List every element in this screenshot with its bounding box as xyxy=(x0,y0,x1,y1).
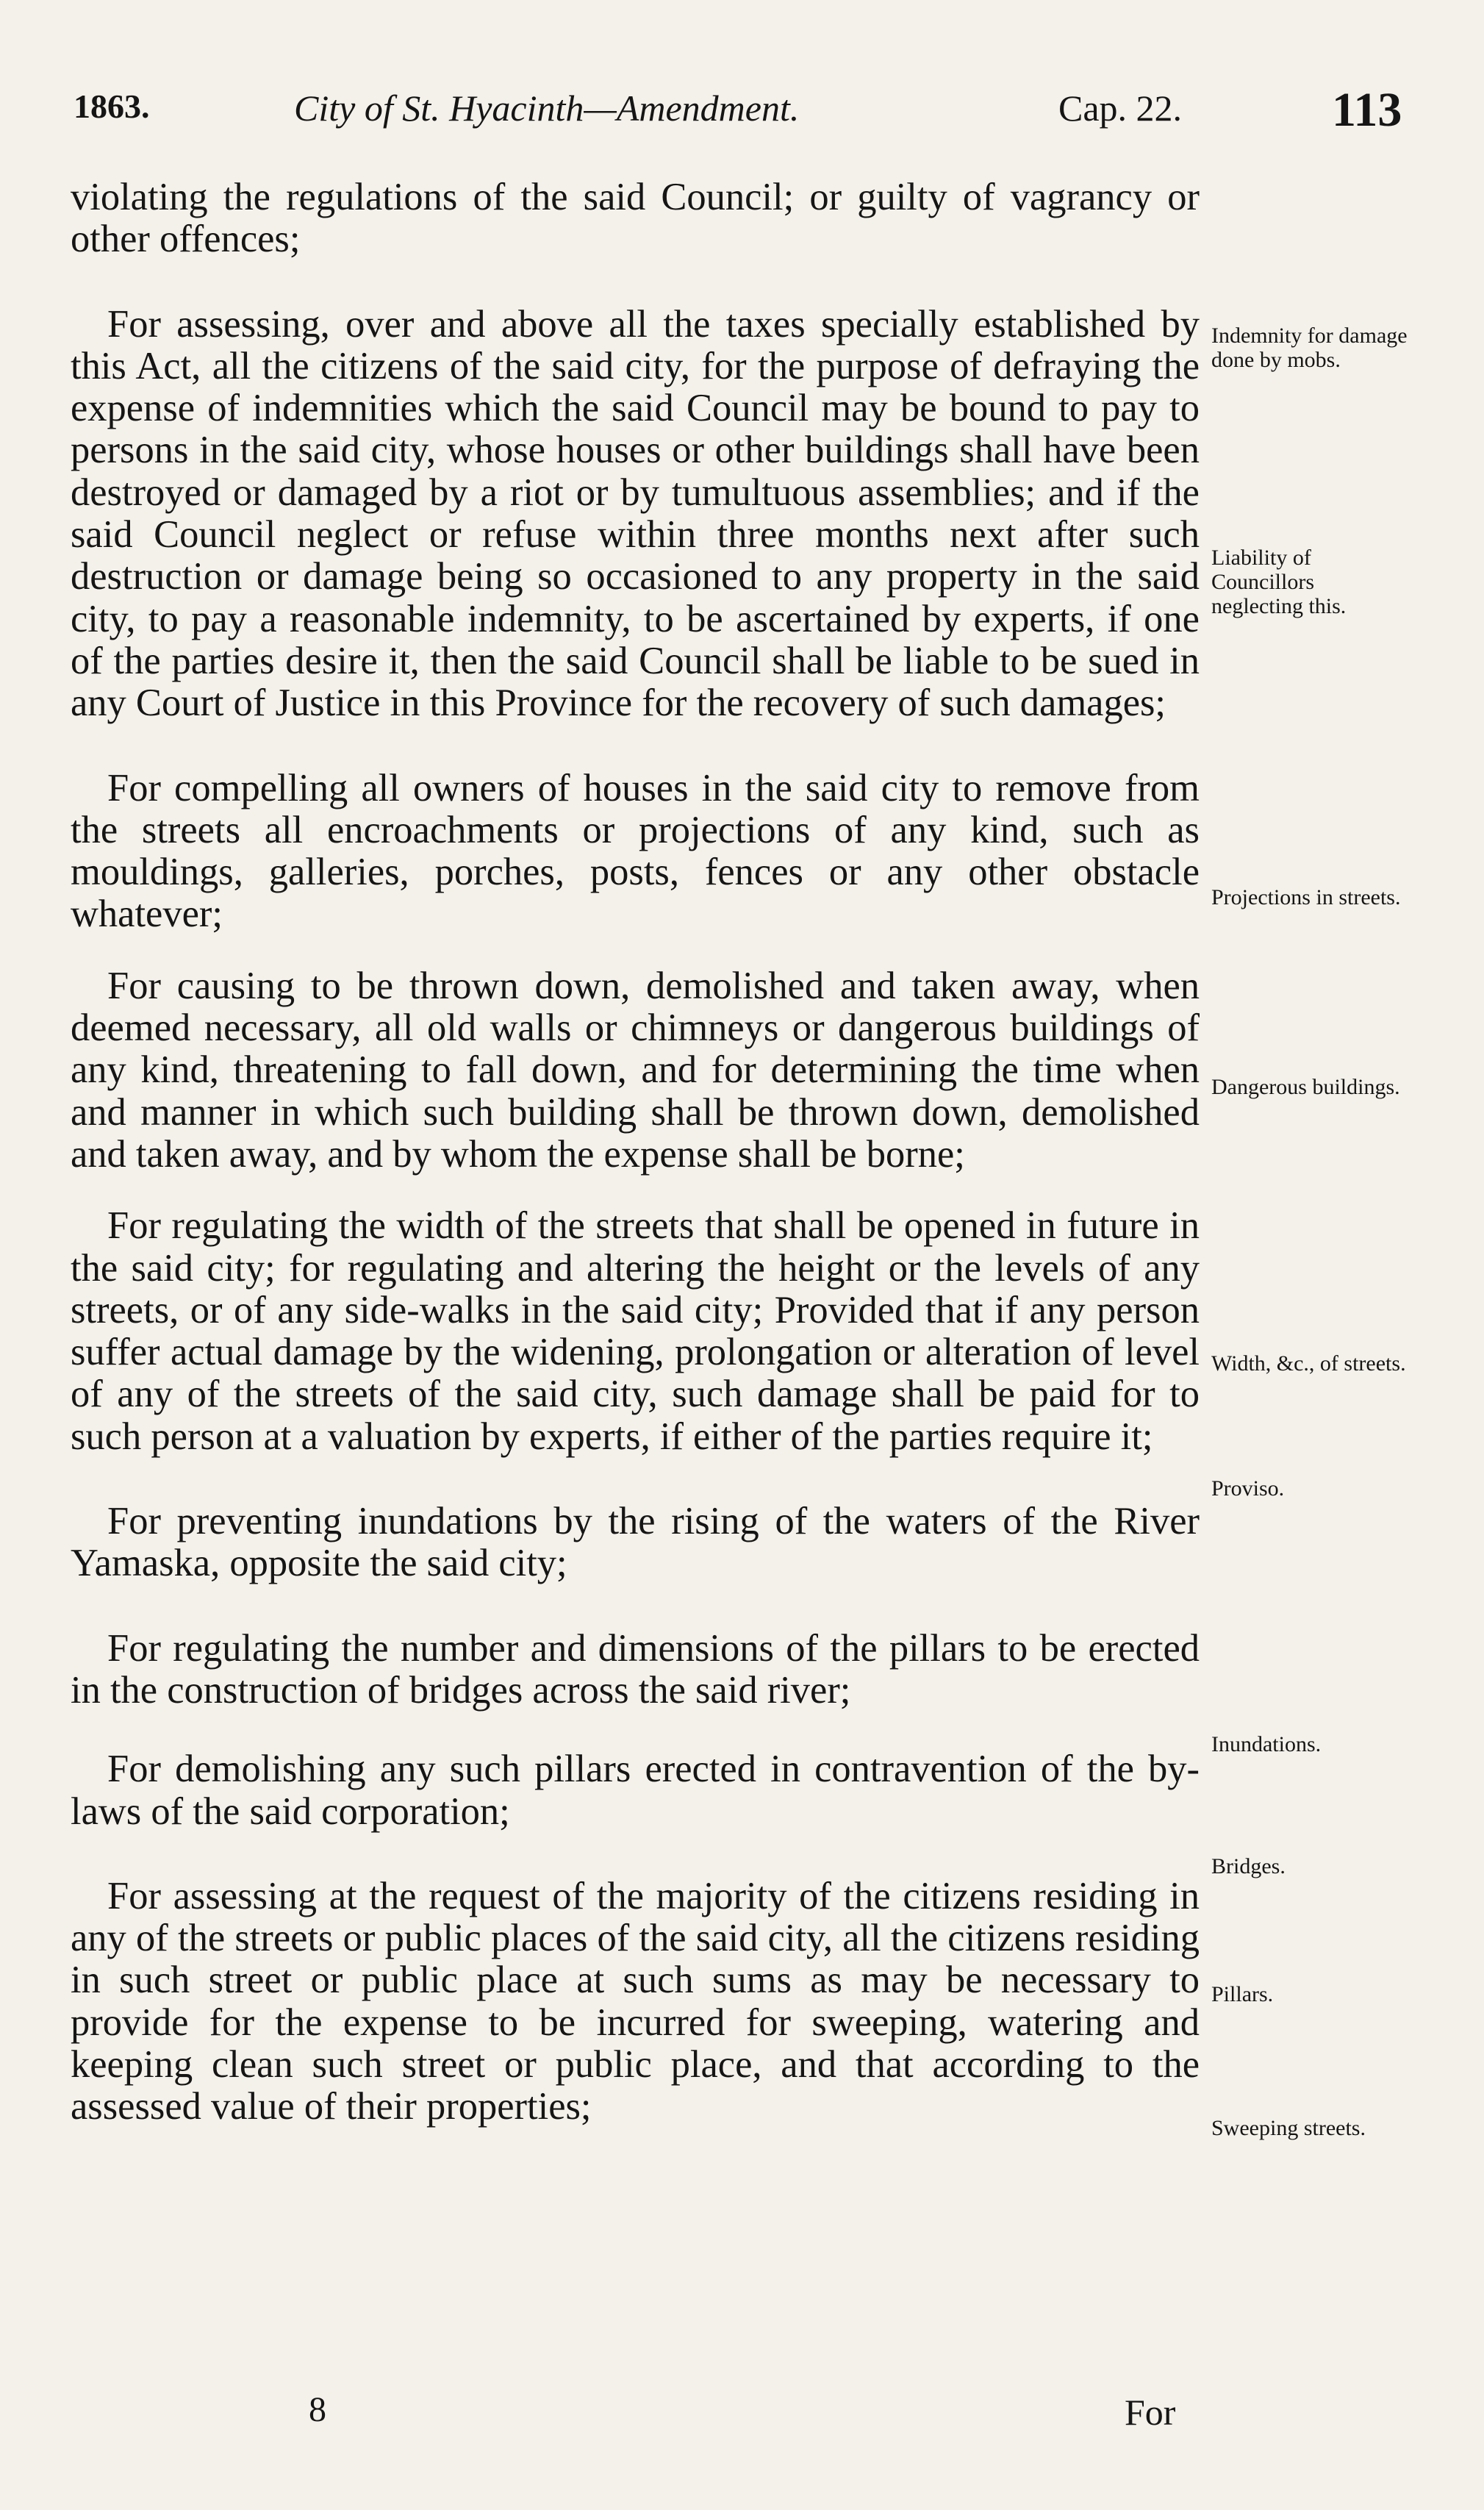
margin-note-pillars: Pillars. xyxy=(1211,1982,1274,2006)
catchword: For xyxy=(1125,2392,1176,2433)
paragraph-projections: For compelling all owners of houses in the said city to remove from the streets all encroachments or projections of any kind, such as mouldings, galleries, porches, posts, fences or any other obstacle whatever; xyxy=(71,766,1200,936)
header-title: City of St. Hyacinth—Amendment. xyxy=(294,87,800,129)
body-text xyxy=(71,176,1200,2128)
margin-note-projections: Projections in streets. xyxy=(1211,885,1401,909)
margin-note-dangerous: Dangerous buildings. xyxy=(1211,1075,1400,1099)
header-chapter: Cap. 22. xyxy=(1058,87,1183,129)
paragraph-sweeping: For assessing at the request of the majority of the citizens residing in any of the streets or public places of the said city, all the citizens residing in such street or public place at such sums as may be necessary to provide for the expense to be incurred for sweeping, watering and keeping clean such street or public place, and that according to the assessed value of their properties; xyxy=(71,1874,1200,2128)
running-header xyxy=(74,83,1426,146)
paragraph-inundations: For preventing inundations by the rising of the waters of the River Yamaska, opposite the said city; xyxy=(71,1500,1200,1585)
margin-note-sweeping: Sweeping streets. xyxy=(1211,2116,1366,2140)
margin-note-liability: Liability of Councillors neglecting this. xyxy=(1211,546,1347,618)
page-number: 113 xyxy=(1332,83,1402,137)
paragraph-bridges: For regulating the number and dimensions of the pillars to be erected in the construction of bridges across the said river; xyxy=(71,1626,1200,1712)
margin-note-indemnity: Indemnity for damage done by mobs. xyxy=(1211,323,1408,372)
signature-mark: 8 xyxy=(309,2390,326,2429)
paragraph-vagrancy: violating the regulations of the said Council; or guilty of vagrancy or other offences; xyxy=(71,176,1200,261)
margin-note-proviso: Proviso. xyxy=(1211,1476,1285,1501)
paragraph-indemnity: For assessing, over and above all the taxes specially established by this Act, all the citizens of the said city, for the purpose of defraying the expense of indemnities which the said Council may be bound to pay to persons in the said city, whose houses or other buildings shall have been destroyed or damaged by a riot or by tumultuous assemblies; and if the said Council neglect or refuse within three months next after such destruction or damage being so occasioned to any property in the said city, to pay a reasonable indemnity, to be ascertained by experts, if one of the parties desire it, then the said Council shall be liable to be sued in any Court of Justice in this Province for the recovery of such damages; xyxy=(71,302,1200,725)
margin-note-width: Width, &c., of streets. xyxy=(1211,1351,1406,1376)
margin-note-bridges: Bridges. xyxy=(1211,1854,1286,1878)
header-year: 1863. xyxy=(74,87,150,125)
paragraph-pillars: For demolishing any such pillars erected in contravention of the by-laws of the said corporation; xyxy=(71,1748,1200,1833)
paragraph-dangerous-buildings: For causing to be thrown down, demolished and taken away, when deemed necessary, all old walls or chimneys or dangerous buildings of any kind, threatening to fall down, and for determining the time when and manner in which such building shall be thrown down, demolished and taken away, and by whom the expense shall be borne; xyxy=(71,964,1200,1176)
paragraph-street-width: For regulating the width of the streets that shall be opened in future in the said city; for regulating and altering the height or the levels of any streets, or of any side-walks in the said city; Provided that if any person suffer actual damage by the widening, prolongation or alteration of level of any of the streets of the said city, such damage shall be paid for to such person at a valuation by experts, if either of the parties require it; xyxy=(71,1204,1200,1458)
margin-note-inundations: Inundations. xyxy=(1211,1732,1322,1756)
